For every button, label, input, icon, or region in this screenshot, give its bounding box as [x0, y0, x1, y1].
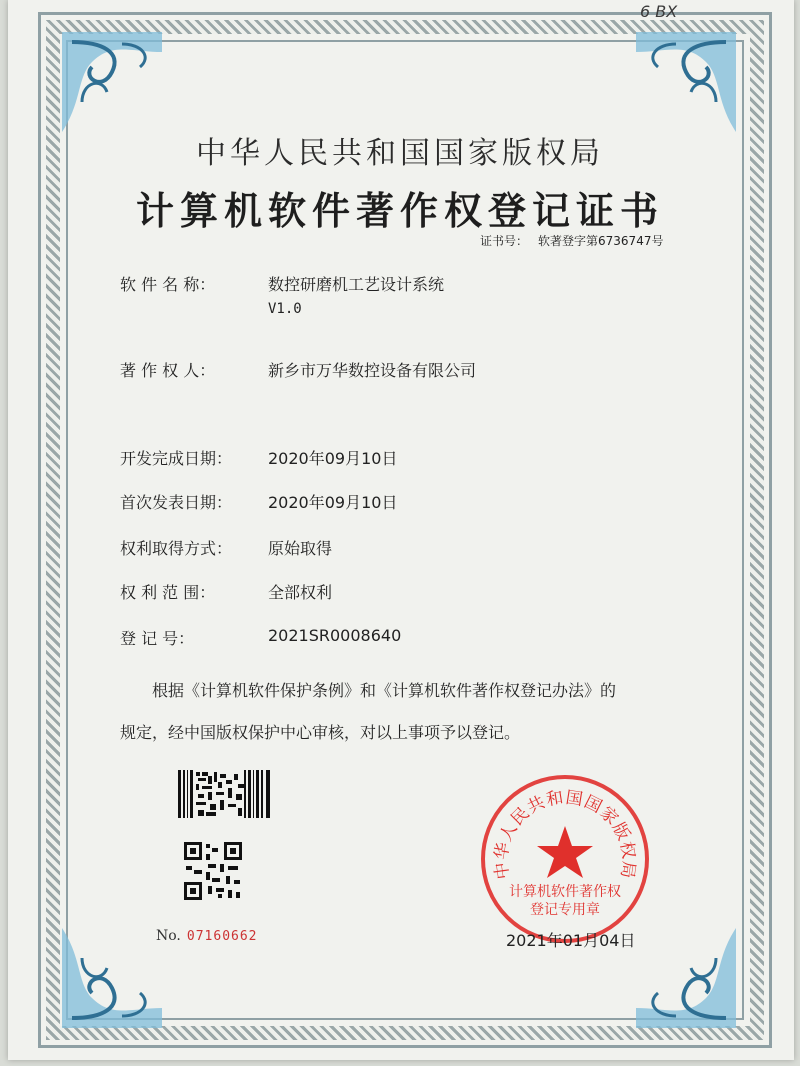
seal-line-1: 计算机软件著作权 — [509, 884, 621, 900]
scope-of-rights-label: 权 利 范 围： — [120, 583, 216, 602]
statement-line-1: 根据《计算机软件保护条例》和《计算机软件著作权登记办法》的 — [152, 681, 617, 700]
issue-date: 2021年01月04日 — [506, 931, 636, 950]
copyright-holder-label: 著 作 权 人： — [120, 361, 216, 380]
first-publication-date-label: 首次发表日期： — [120, 493, 233, 512]
serial-value: 07160662 — [186, 929, 258, 944]
certificate-number-label: 证书号： — [480, 234, 529, 248]
seal-outer-text: 中华人民共和国国家版权局 — [491, 787, 639, 881]
completion-date-value: 2020年09月10日 — [268, 449, 398, 468]
barcode — [178, 770, 270, 818]
certificate-number-value: 软著登字第6736747号 — [538, 234, 664, 248]
corner-ornament-top-left — [52, 22, 172, 142]
issuing-authority: 中华人民共和国国家版权局 — [196, 136, 604, 171]
acquisition-method-value: 原始取得 — [268, 539, 333, 558]
registration-no-label: 登 记 号： — [120, 629, 195, 648]
corner-ornament-bottom-left — [52, 918, 172, 1038]
field-acquisition-method — [120, 536, 332, 559]
scope-of-rights-value: 全部权利 — [268, 583, 333, 602]
acquisition-method-label: 权利取得方式： — [120, 539, 233, 558]
registration-statement — [120, 670, 720, 754]
field-first-publication-date — [120, 490, 397, 513]
statement-line-2: 规定，经中国版权保护中心审核，对以上事项予以登记。 — [120, 723, 521, 742]
field-software-name — [120, 272, 444, 317]
software-name-value: 数控研磨机工艺设计系统 — [268, 275, 445, 294]
registration-no-value: 2021SR0008640 — [268, 626, 402, 645]
software-name-label: 软 件 名 称： — [120, 275, 216, 294]
qr-code — [182, 840, 244, 902]
serial-label: No. — [156, 928, 181, 944]
certificate-title: 计算机软件著作权登记证书 — [135, 189, 664, 233]
corner-ornament-top-right — [626, 22, 746, 142]
field-copyright-holder — [120, 358, 476, 381]
official-seal — [478, 772, 652, 946]
completion-date-label: 开发完成日期： — [120, 449, 233, 468]
certificate-number — [480, 232, 663, 249]
copyright-holder-value: 新乡市万华数控设备有限公司 — [268, 361, 477, 380]
handwritten-note: 6 BX — [640, 2, 678, 21]
first-publication-date-value: 2020年09月10日 — [268, 493, 398, 512]
field-completion-date — [120, 446, 397, 469]
field-registration-no — [120, 626, 401, 649]
software-version: V1.0 — [268, 301, 302, 317]
serial-number — [156, 928, 258, 944]
seal-line-2: 登记专用章 — [530, 902, 600, 918]
field-scope-of-rights — [120, 580, 332, 603]
